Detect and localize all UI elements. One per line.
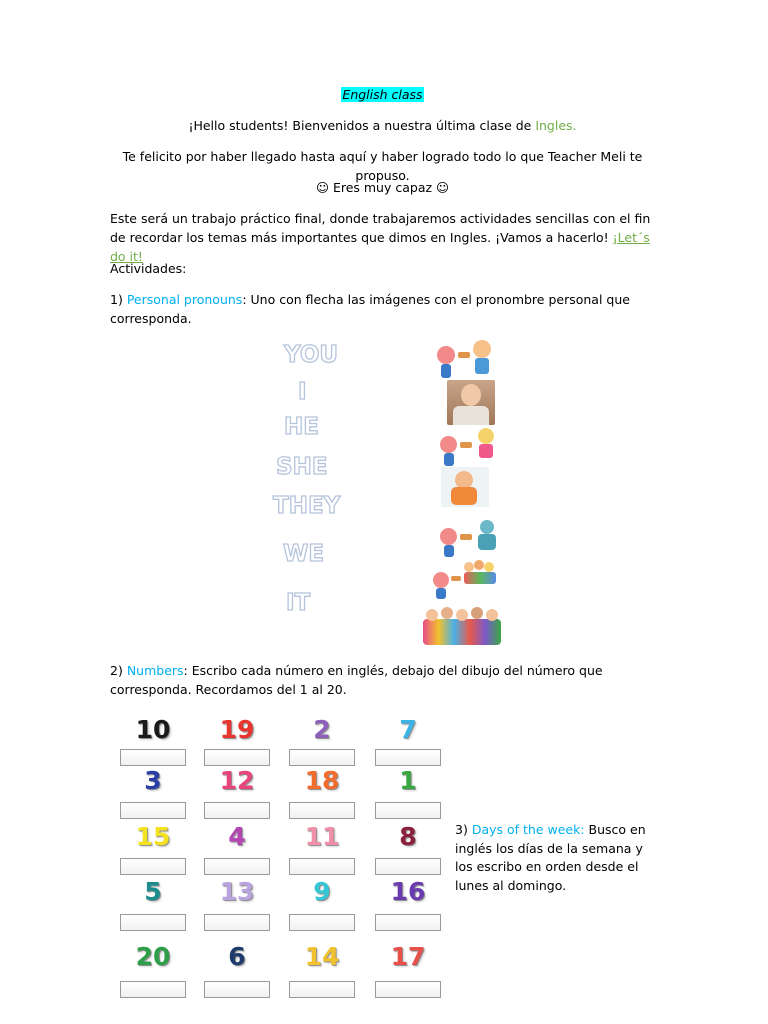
answer-box-11[interactable]: [289, 858, 355, 875]
intro-paragraph: [110, 209, 655, 266]
number-15: 15: [135, 822, 171, 851]
you-picture: [435, 338, 500, 380]
pronoun-he: HE: [284, 414, 319, 440]
number-5: 5: [144, 877, 162, 906]
activity1-text: : Uno con flecha las imágenes con el pronombre personal que corresponda.: [110, 292, 630, 326]
number-10: 10: [135, 715, 171, 744]
answer-box-18[interactable]: [289, 802, 355, 819]
we-picture: [423, 605, 501, 645]
number-14: 14: [304, 942, 340, 971]
number-12: 12: [219, 766, 255, 795]
answer-box-13[interactable]: [204, 914, 270, 931]
activity2-instructions: [110, 661, 655, 699]
page-title: English class: [342, 87, 423, 102]
answer-box-1[interactable]: [375, 802, 441, 819]
answer-box-15[interactable]: [120, 858, 186, 875]
activity3-number: 3): [455, 822, 472, 837]
answer-box-6[interactable]: [204, 981, 270, 998]
answer-box-20[interactable]: [120, 981, 186, 998]
answer-box-4[interactable]: [204, 858, 270, 875]
number-16: 16: [390, 877, 426, 906]
it-picture: [438, 516, 500, 558]
number-3: 3: [144, 766, 162, 795]
answer-box-9[interactable]: [289, 914, 355, 931]
they-picture: [431, 558, 501, 600]
lets-do-it-link[interactable]: ¡Let´s do it!: [110, 230, 650, 264]
pronoun-she: SHE: [276, 454, 328, 480]
greeting: [110, 116, 655, 135]
number-18: 18: [304, 766, 340, 795]
number-20: 20: [135, 942, 171, 971]
he-picture: [438, 426, 500, 468]
greeting-highlight: Ingles.: [535, 118, 577, 133]
activity3-text: Busco en inglés los días de la semana y los escribo en orden desde el lunes al domingo.: [455, 822, 646, 893]
answer-box-14[interactable]: [289, 981, 355, 998]
answer-box-12[interactable]: [204, 802, 270, 819]
number-11: 11: [304, 822, 340, 851]
number-9: 9: [313, 877, 331, 906]
number-4: 4: [228, 822, 246, 851]
answer-box-10[interactable]: [120, 749, 186, 766]
number-8: 8: [399, 822, 417, 851]
title-line: [110, 85, 655, 104]
intro-text: Este será un trabajo práctico final, donde trabajaremos actividades sencillas con el fin de recordar los temas más importantes que dimos en Ingles. ¡Vamos a hacerlo!: [110, 211, 651, 245]
answer-box-3[interactable]: [120, 802, 186, 819]
pronoun-they: THEY: [273, 493, 341, 519]
congrats: Te felicito por haber llegado hasta aquí y haber logrado todo lo que Teacher Meli te propuso.: [122, 149, 643, 183]
activity2-text: : Escribo cada número en inglés, debajo del dibujo del número que corresponda. Recordamos del 1 al 20.: [110, 663, 603, 697]
number-7: 7: [399, 715, 417, 744]
answer-box-16[interactable]: [375, 914, 441, 931]
greeting-text: ¡Hello students! Bienvenidos a nuestra última clase de: [188, 118, 536, 133]
number-6: 6: [228, 942, 246, 971]
answer-box-2[interactable]: [289, 749, 355, 766]
pronoun-we: WE: [283, 541, 325, 567]
activity2-topic: Numbers: [126, 663, 184, 678]
number-13: 13: [219, 877, 255, 906]
answer-box-19[interactable]: [204, 749, 270, 766]
number-1: 1: [399, 766, 417, 795]
pronoun-you: YOU: [284, 342, 339, 368]
she-picture: [441, 467, 489, 507]
answer-box-17[interactable]: [375, 981, 441, 998]
i-picture: [447, 380, 495, 425]
activity1-number: 1): [110, 292, 127, 307]
number-2: 2: [313, 715, 331, 744]
activity3-instructions: [455, 821, 660, 895]
answer-box-7[interactable]: [375, 749, 441, 766]
pronoun-it: IT: [286, 590, 311, 616]
answer-box-5[interactable]: [120, 914, 186, 931]
activity1-instructions: [110, 290, 655, 328]
pronoun-i: I: [298, 379, 307, 405]
activity2-number: 2): [110, 663, 127, 678]
number-17: 17: [390, 942, 426, 971]
activity3-topic: Days of the week:: [471, 822, 585, 837]
number-19: 19: [219, 715, 255, 744]
answer-box-8[interactable]: [375, 858, 441, 875]
capable-line: ☺ Eres muy capaz ☺: [315, 180, 450, 195]
activities-label: Actividades:: [110, 261, 187, 276]
activity1-topic: Personal pronouns: [126, 292, 243, 307]
